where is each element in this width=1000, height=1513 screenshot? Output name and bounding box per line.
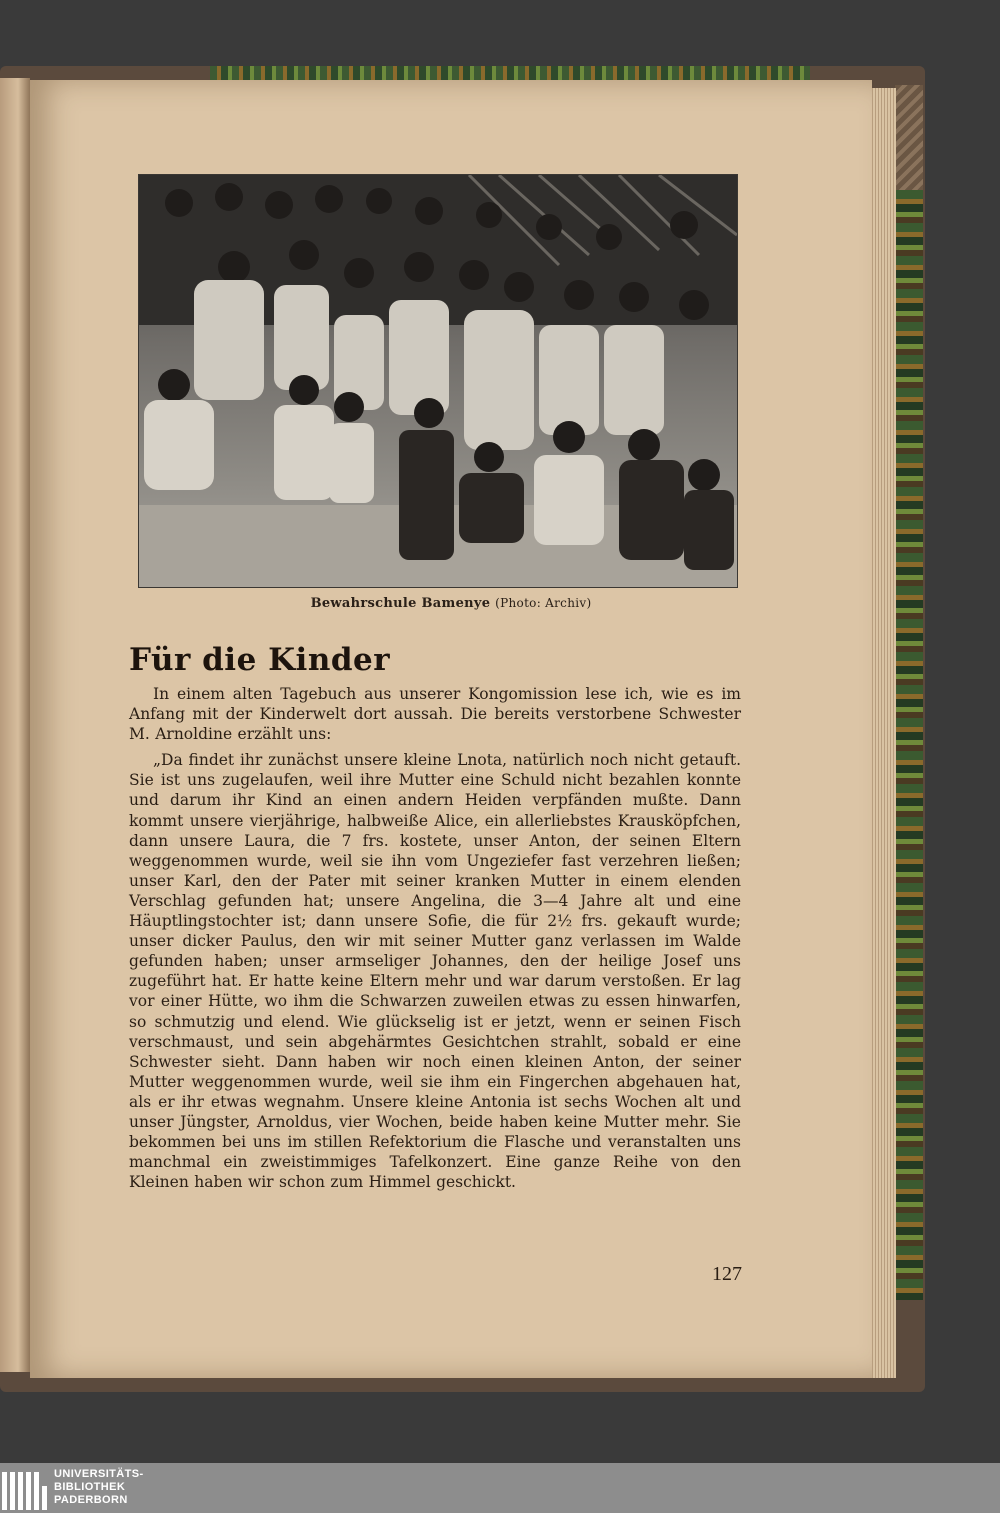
cover-corner (895, 85, 923, 195)
book-page (30, 80, 872, 1378)
page-block-edges (870, 88, 896, 1378)
facing-page-edge (0, 78, 30, 1372)
photo-illustration (139, 175, 737, 587)
article-title: Für die Kinder (129, 642, 391, 678)
photo-caption (30, 596, 872, 611)
paragraph: In einem alten Tagebuch aus unserer Kongomission lese ich, wie es im Anfang mit der Kinderwelt dort aussah. Die bereits verstorbene Schwester M. Arnoldine erzählt uns: (129, 685, 741, 744)
caption-title: Bewahrschule Bamenye (310, 596, 491, 611)
group-photo (138, 174, 738, 588)
library-name-line: BIBLIOTHEK (54, 1481, 126, 1493)
article-body (129, 684, 741, 1198)
library-name-line: UNIVERSITÄTS- (54, 1468, 144, 1480)
caption-credit: (Photo: Archiv) (495, 596, 592, 610)
library-name-line: PADERBORN (54, 1494, 128, 1506)
library-footer (0, 1463, 1000, 1513)
marbled-edge-right (895, 190, 923, 1300)
library-name (54, 1468, 144, 1507)
paragraph: „Da findet ihr zunächst unsere kleine Lnota, natürlich noch nicht getauft. Sie ist uns zugelaufen, weil ihre Mutter eine Schuld nicht bezahlen konnte und darum ihr Kind an einen andern Heiden verpfänden mußte. Dann kommt unsere vierjährige, halbweiße Alice, ein allerliebstes Krausköpfchen, dann unsere Laura, die 7 frs. kostete, unser Anton, der seinen Eltern weggenommen wurde, weil sie ihn vom Ungeziefer fast verzehren ließen; unser Karl, den der Pater mit seiner kranken Mutter in einem elenden Verschlag gefunden hat; unsere Angelina, die 3—4 Jahre alt und eine Häuptlingstochter ist; dann unsere Sofie, die für 2½ frs. gekauft wurde; unser dicker Paulus, den wir mit seiner Mutter ganz verlassen im Walde gefunden haben; unser armseliger Johannes, den der heilige Josef uns zugeführt hat. Er hatte keine Eltern mehr und war darum verstoßen. Er lag vor einer Hütte, wo ihm die Schwarzen zuweilen etwas zu essen hinwarfen, so schmutzig und elend. Wie glückselig ist er jetzt, wenn er seinen Fisch verschmaust, und sein abgehärmtes Gesichtchen strahlt, sobald er eine Schwester sieht. Dann haben wir noch einen kleinen Anton, der seiner Mutter weggenommen wurde, weil sie ihm ein Fingerchen abgehauen hat, als er ihr etwas wegnahm. Unsere kleine Antonia ist sechs Wochen alt und unser Jüngster, Arnoldus, vier Wochen, beide haben keine Mutter mehr. Sie bekommen bei uns im stillen Refektorium die Flasche und veranstalten uns manchmal ein zweistimmiges Tafelkonzert. Eine ganze Reihe von den Kleinen haben wir schon zum Himmel geschickt. (129, 751, 741, 1192)
library-logo-icon (2, 1466, 48, 1510)
page-number: 127 (712, 1263, 742, 1285)
marbled-edge-top (210, 66, 810, 80)
